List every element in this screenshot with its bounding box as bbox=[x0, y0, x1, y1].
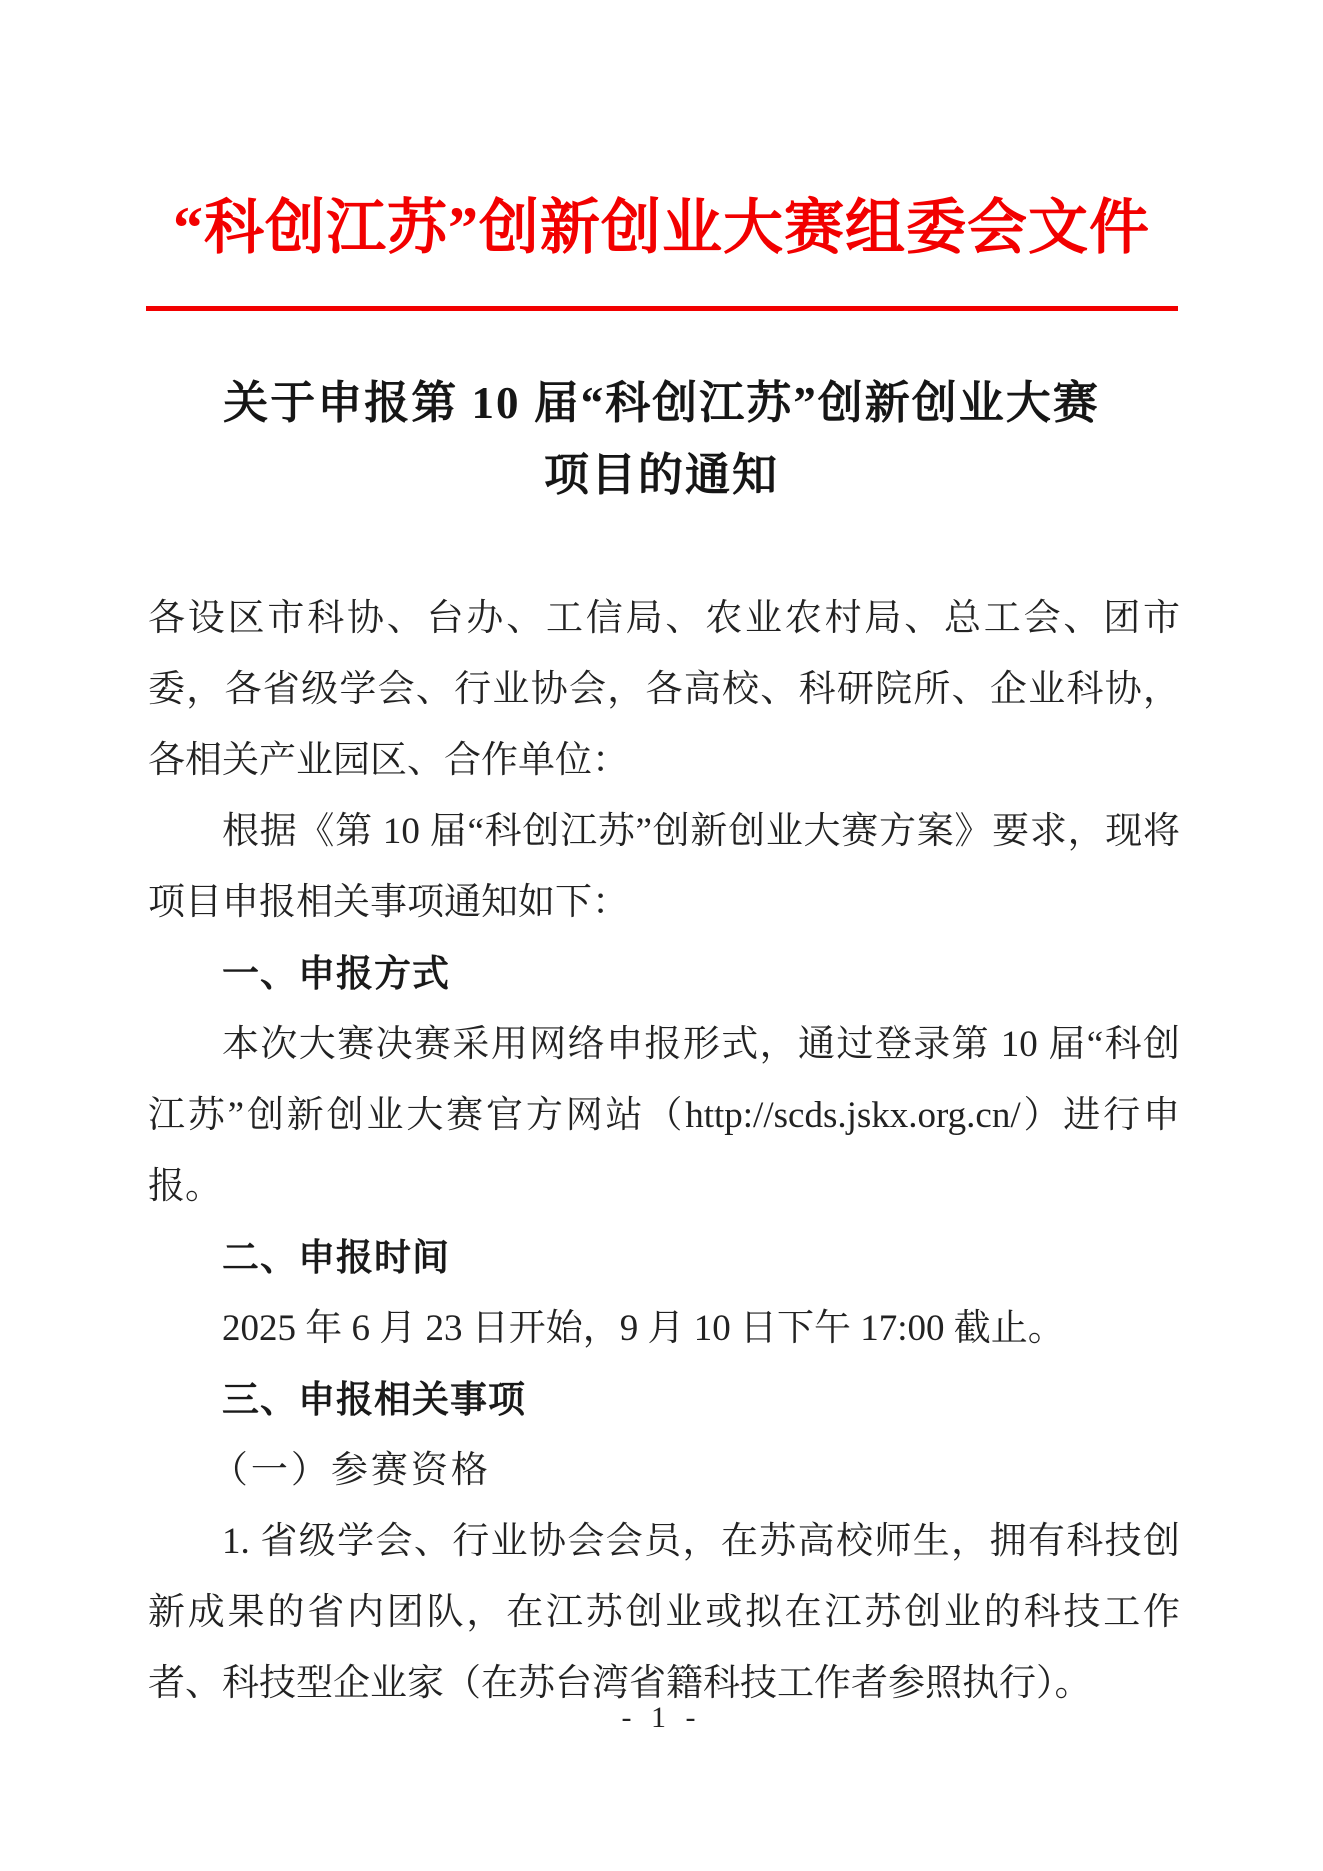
document-title-line-1: 关于申报第 10 届“科创江苏”创新创业大赛 bbox=[223, 378, 1100, 428]
document-title bbox=[0, 367, 1323, 511]
section-2-paragraph: 2025 年 6 月 23 日开始，9 月 10 日下午 17:00 截止。 bbox=[222, 1308, 1065, 1349]
header-divider-line bbox=[146, 306, 1178, 311]
section-3-subheading: （一）参赛资格 bbox=[210, 1450, 491, 1491]
page-number: - 1 - bbox=[621, 1701, 702, 1734]
section-1-paragraph: 本次大赛决赛采用网络申报形式，通过登录第 10 届“科创江苏”创新创业大赛官方网站（http://scds.jskx.org.cn/）进行申报。 bbox=[148, 1024, 1180, 1207]
document-header-banner: “科创江苏”创新创业大赛组委会文件 bbox=[173, 195, 1150, 261]
section-1-heading: 一、申报方式 bbox=[222, 953, 450, 994]
intro-paragraph: 根据《第 10 届“科创江苏”创新创业大赛方案》要求，现将项目申报相关事项通知如下： bbox=[148, 811, 1180, 923]
section-3-item-1-paragraph: 1. 省级学会、行业协会会员，在苏高校师生，拥有科技创新成果的省内团队，在江苏创业或拟在江苏创业的科技工作者、科技型企业家（在苏台湾省籍科技工作者参照执行）。 bbox=[148, 1521, 1180, 1704]
document-body bbox=[148, 583, 1180, 1719]
section-3-heading: 三、申报相关事项 bbox=[222, 1379, 526, 1420]
document-title-line-2: 项目的通知 bbox=[543, 450, 779, 500]
salutation-paragraph: 各设区市科协、台办、工信局、农业农村局、总工会、团市委，各省级学会、行业协会，各高校、科研院所、企业科协，各相关产业园区、合作单位： bbox=[148, 598, 1180, 781]
section-2-heading: 二、申报时间 bbox=[222, 1237, 450, 1278]
